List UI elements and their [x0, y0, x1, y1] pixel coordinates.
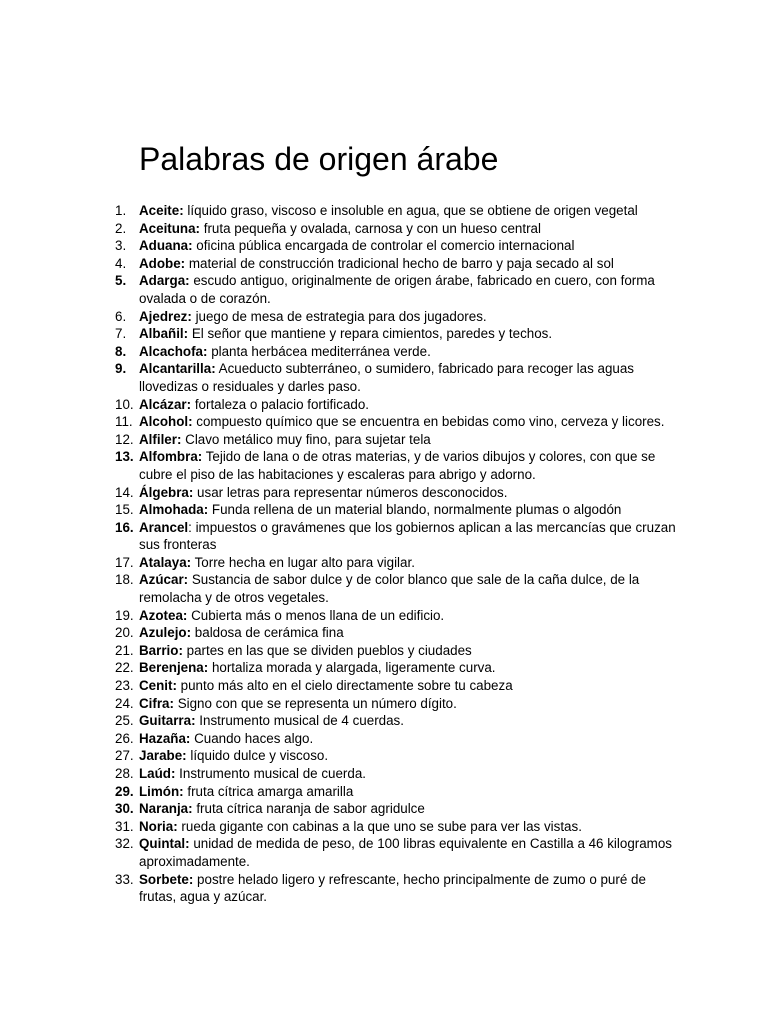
item-definition: compuesto químico que se encuentra en bebidas como vino, cerveza y licores. — [192, 414, 665, 430]
item-definition: Instrumento musical de cuerda. — [175, 766, 366, 781]
item-term: Azulejo: — [139, 625, 192, 641]
item-number: 16. — [115, 519, 134, 535]
item-definition: Acueducto subterráneo, o sumidero, fabricado para recoger las aguas llovedizas o residuales y darles paso. — [139, 361, 634, 394]
list-item — [0, 308, 680, 326]
item-definition: Funda rellena de un material blando, normalmente plumas o algodón — [208, 502, 622, 518]
document-title: Palabras de origen árabe — [139, 141, 499, 177]
item-term: Alfombra: — [139, 449, 203, 465]
list-item — [0, 765, 680, 783]
item-number: 5. — [115, 273, 127, 289]
item-definition: Tejido de lana o de otras materias, y de varios dibujos y colores, con que se cubre el piso de las habitaciones y escaleras para abrigo y adorno. — [139, 449, 656, 482]
list-item — [0, 272, 680, 307]
item-definition: líquido graso, viscoso e insoluble en agua, que se obtiene de origen vegetal — [183, 203, 638, 218]
item-number: 12. — [115, 431, 134, 447]
item-definition: punto más alto en el cielo directamente sobre tu cabeza — [176, 678, 513, 694]
list-item — [0, 624, 680, 642]
item-term: Naranja: — [139, 801, 193, 817]
item-term: Hazaña: — [139, 730, 191, 746]
item-definition: oficina pública encargada de controlar el comercio internacional — [192, 238, 575, 254]
item-number: 29. — [115, 783, 134, 799]
item-number: 26. — [115, 730, 134, 746]
item-number: 17. — [115, 554, 134, 570]
list-item — [0, 237, 680, 255]
item-number: 25. — [115, 713, 134, 729]
item-term: Jarabe: — [139, 748, 187, 764]
item-term: Barrio: — [139, 642, 183, 658]
item-definition: partes en las que se dividen pueblos y ciudades — [182, 642, 472, 658]
item-term: Alcachofa: — [139, 343, 208, 359]
item-term: Noria: — [139, 818, 178, 834]
item-term: Berenjena: — [139, 660, 209, 676]
list-item — [0, 255, 680, 273]
list-item — [0, 871, 680, 906]
item-definition: material de construcción tradicional hecho de barro y paja secado al sol — [185, 255, 614, 271]
item-term: Adobe: — [139, 255, 186, 271]
list-item — [0, 677, 680, 695]
item-term: Alcohol: — [139, 414, 193, 430]
item-definition: rueda gigante con cabinas a la que uno se sube para ver las vistas. — [177, 818, 582, 834]
list-item — [0, 659, 680, 677]
item-number: 32. — [115, 836, 134, 852]
list-item — [0, 202, 680, 220]
item-term: Laúd: — [139, 766, 176, 781]
list-item — [0, 835, 680, 870]
list-item — [0, 325, 680, 343]
item-number: 18. — [115, 572, 134, 588]
list-item — [0, 730, 680, 748]
item-term: Adarga: — [139, 273, 190, 289]
list-item — [0, 783, 680, 801]
list-item — [0, 571, 680, 606]
list-item — [0, 431, 680, 449]
item-definition: Cubierta más o menos llana de un edificio. — [187, 607, 445, 623]
item-definition: fortaleza o palacio fortificado. — [191, 396, 370, 412]
list-item — [0, 360, 680, 395]
item-term: Albañil: — [139, 326, 189, 342]
item-term: Arancel — [139, 519, 189, 535]
item-definition: unidad de medida de peso, de 100 libras equivalente en Castilla a 46 kilogramos aproximadamente. — [139, 836, 672, 869]
list-item — [0, 642, 680, 660]
item-definition: Instrumento musical de 4 cuerdas. — [195, 713, 404, 729]
item-term: Sorbete: — [139, 871, 194, 887]
list-item — [0, 448, 680, 483]
list-item — [0, 818, 680, 836]
item-number: 11. — [115, 414, 133, 430]
item-number: 7. — [115, 326, 127, 342]
item-number: 23. — [115, 678, 134, 694]
item-term: Quintal: — [139, 836, 190, 852]
item-term: Aceituna: — [139, 220, 201, 236]
item-number: 4. — [115, 255, 127, 271]
item-number: 3. — [115, 238, 127, 254]
item-number: 15. — [115, 502, 134, 518]
item-number: 13. — [115, 449, 134, 465]
item-term: Aceite: — [139, 203, 184, 218]
item-term: Álgebra: — [139, 484, 194, 500]
item-number: 22. — [115, 660, 134, 676]
item-number: 9. — [115, 361, 127, 377]
list-item — [0, 396, 680, 414]
item-definition: fruta pequeña y ovalada, carnosa y con un hueso central — [200, 220, 541, 236]
item-number: 31. — [115, 818, 134, 834]
item-term: Guitarra: — [139, 713, 196, 729]
item-definition: : impuestos o gravámenes que los gobiernos aplican a las mercancías que cruzan sus fronteras — [139, 519, 676, 553]
item-term: Aduana: — [139, 238, 193, 254]
item-term: Cifra: — [139, 695, 174, 711]
item-term: Azotea: — [139, 607, 188, 623]
item-term: Ajedrez: — [139, 308, 192, 324]
list-item — [0, 343, 680, 361]
item-number: 8. — [115, 343, 127, 359]
item-term: Alfiler: — [139, 431, 182, 447]
list-item — [0, 800, 680, 818]
item-definition: fruta cítrica naranja de sabor agridulce — [192, 801, 425, 817]
item-definition: Cuando haces algo. — [190, 730, 314, 746]
item-number: 1. — [115, 203, 127, 218]
item-definition: Torre hecha en lugar alto para vigilar. — [191, 554, 415, 570]
list-item — [0, 607, 680, 625]
list-item — [0, 220, 680, 238]
item-definition: postre helado ligero y refrescante, hecho principalmente de zumo o puré de frutas, agua y azúcar. — [139, 871, 646, 905]
item-definition: usar letras para representar números desconocidos. — [193, 484, 508, 500]
item-definition: líquido dulce y viscoso. — [186, 748, 329, 764]
list-item — [0, 554, 680, 572]
list-item — [0, 484, 680, 502]
item-definition: escudo antiguo, originalmente de origen árabe, fabricado en cuero, con forma ovalada o de corazón. — [139, 273, 655, 306]
item-number: 10. — [115, 396, 134, 412]
list-item — [0, 501, 680, 519]
item-definition: hortaliza morada y alargada, ligeramente curva. — [208, 660, 496, 676]
item-number: 20. — [115, 625, 134, 641]
item-term: Alcantarilla: — [139, 361, 216, 377]
item-term: Atalaya: — [139, 554, 192, 570]
item-definition: Signo con que se representa un número dígito. — [173, 695, 457, 711]
word-list — [0, 202, 680, 906]
item-number: 2. — [115, 220, 127, 236]
item-term: Almohada: — [139, 502, 209, 518]
item-term: Limón: — [139, 783, 184, 799]
list-item — [0, 712, 680, 730]
item-term: Alcázar: — [139, 396, 192, 412]
item-number: 33. — [115, 871, 134, 887]
item-number: 6. — [115, 308, 127, 324]
item-definition: baldosa de cerámica fina — [191, 625, 344, 641]
item-definition: juego de mesa de estrategia para dos jugadores. — [191, 308, 487, 324]
item-definition: planta herbácea mediterránea verde. — [207, 343, 431, 359]
item-number: 14. — [115, 484, 134, 500]
item-term: Cenit: — [139, 678, 177, 694]
item-definition: Sustancia de sabor dulce y de color blanco que sale de la caña dulce, de la remolacha y de otros vegetales. — [139, 572, 640, 606]
list-item — [0, 747, 680, 765]
item-number: 19. — [115, 607, 134, 623]
item-number: 30. — [115, 801, 134, 817]
item-definition: fruta cítrica amarga amarilla — [183, 783, 354, 799]
item-number: 27. — [115, 748, 134, 764]
item-number: 24. — [115, 695, 134, 711]
list-item — [0, 695, 680, 713]
list-item — [0, 519, 680, 554]
item-number: 28. — [115, 766, 134, 781]
item-term: Azúcar: — [139, 572, 189, 588]
item-number: 21. — [115, 642, 134, 658]
item-definition: Clavo metálico muy fino, para sujetar tela — [181, 431, 431, 447]
list-item — [0, 413, 680, 431]
item-definition: El señor que mantiene y repara cimientos, paredes y techos. — [188, 326, 553, 342]
